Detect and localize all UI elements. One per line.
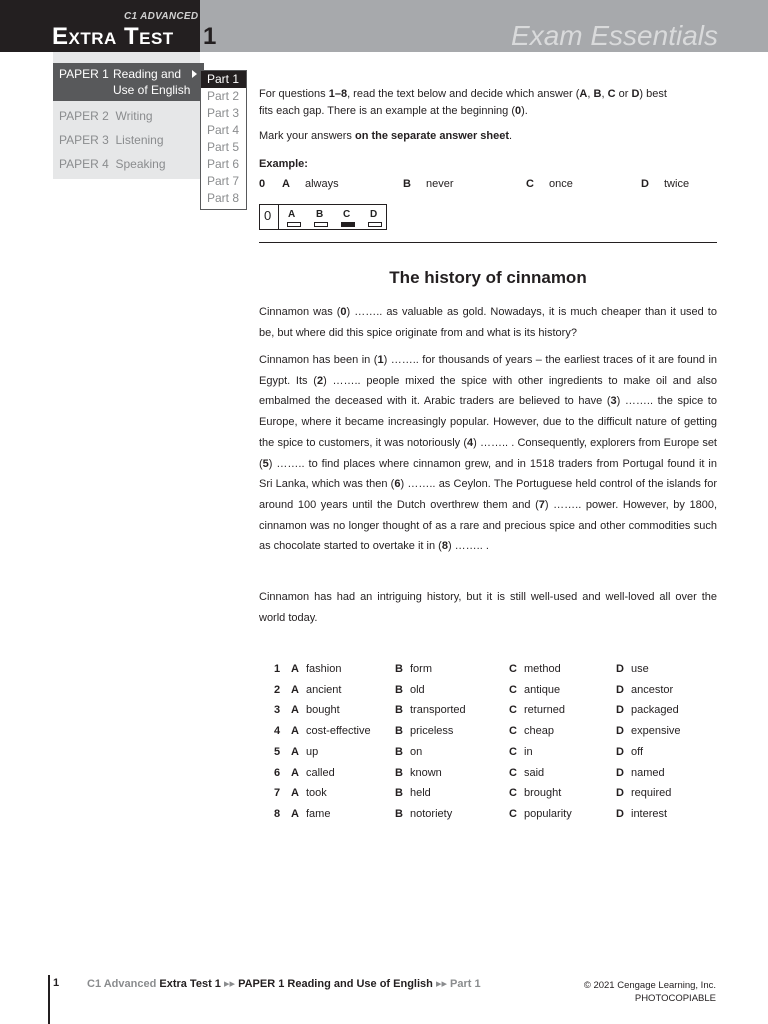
footer-level: C1 Advanced (87, 978, 157, 990)
option-d: named (631, 766, 665, 779)
part-nav-item-3[interactable]: Part 3 (207, 106, 240, 120)
option-letter-b: B (395, 704, 403, 717)
question-number: 2 (274, 683, 281, 696)
example-answer-box (259, 204, 387, 230)
mark-instruction (259, 126, 717, 147)
instr-text: ). (521, 105, 528, 117)
example-label: Example: (259, 158, 308, 170)
page-number: 1 (53, 977, 60, 989)
answer-box-divider (278, 205, 279, 229)
option-a: ancient (306, 683, 342, 696)
question-number: 5 (274, 745, 281, 758)
question-number: 6 (274, 766, 281, 779)
option-c: in (524, 745, 533, 758)
answer-box-letter-b: B (316, 209, 324, 220)
example-option-a: always (305, 178, 339, 190)
answer-box-letter-c: C (343, 209, 351, 220)
option-c: popularity (524, 807, 572, 820)
option-b: held (410, 787, 431, 800)
article-paragraph-3: Cinnamon has had an intriguing history, but it is still well-used and well-loved all over the world today. (259, 591, 717, 624)
instr-zero: 0 (515, 105, 522, 117)
option-letter-a: A (291, 704, 299, 717)
footer-part: Part 1 (450, 978, 481, 990)
option-b: form (410, 663, 432, 675)
option-a: up (306, 745, 319, 758)
option-a: bought (306, 704, 340, 717)
option-b: transported (410, 704, 466, 717)
option-d: ancestor (631, 683, 674, 696)
instr-text: or (615, 88, 632, 100)
example-number: 0 (259, 178, 266, 190)
option-letter-b: B (395, 807, 403, 820)
instructions: For questions 1–8, read the text below and decide which answer (A, B, C or D) best fits each gap. There is an example at the beginning (0). (259, 88, 667, 117)
option-a: took (306, 787, 327, 800)
option-d: expensive (631, 725, 681, 738)
paper-nav-item-1-name: Reading and (113, 67, 182, 81)
option-letter-d: D (616, 683, 624, 696)
option-letter-d: D (616, 807, 624, 820)
part-nav-item-4[interactable]: Part 4 (207, 123, 240, 137)
option-letter-c: C (509, 745, 517, 758)
instr-text: , read the text below and decide which answer ( (347, 88, 580, 100)
paper-nav-item-2[interactable] (59, 109, 153, 123)
option-letter-d: D (616, 766, 624, 779)
example-option-d-letter: D (641, 178, 649, 190)
example-option-c: once (549, 178, 573, 190)
breadcrumb-separator-icon: ▸▸ (435, 978, 447, 990)
answer-box-letter-a: A (288, 209, 296, 220)
question-number: 7 (274, 787, 281, 800)
option-c: brought (524, 787, 562, 800)
mark-text: Mark your answers (259, 130, 355, 142)
part-nav-item-1[interactable]: Part 1 (201, 71, 246, 88)
breadcrumb-separator-icon: ▸▸ (223, 978, 236, 990)
option-letter-a: A (291, 663, 299, 675)
answer-lozenge-d (368, 222, 382, 227)
instr-letter-d: D (631, 88, 640, 100)
chevron-right-icon (192, 70, 197, 78)
question-number: 3 (274, 704, 281, 717)
part-nav-item-7[interactable]: Part 7 (207, 174, 240, 188)
instr-text: fits each gap. There is an example at the beginning ( (259, 105, 516, 117)
paper-nav-item-2-name: Writing (115, 109, 153, 123)
answer-lozenge-b (314, 222, 328, 227)
option-d: required (631, 787, 672, 800)
option-letter-c: C (509, 683, 517, 696)
option-letter-d: D (616, 725, 624, 738)
series-title: Exam Essentials (511, 20, 718, 51)
paper-nav-item-3-num: PAPER 3 (59, 133, 109, 147)
option-letter-c: C (509, 807, 517, 820)
photocopiable-label: PHOTOCOPIABLE (634, 993, 716, 1004)
question-number: 4 (274, 725, 281, 738)
option-letter-a: A (291, 745, 299, 758)
option-letter-a: A (291, 725, 299, 738)
option-letter-b: B (395, 766, 403, 779)
option-a: fame (306, 807, 331, 820)
instr-text: For questions (259, 88, 329, 100)
option-letter-a: A (291, 766, 299, 779)
question-number: 1 (274, 663, 281, 675)
option-letter-d: D (616, 787, 624, 800)
test-title: Extra Test (52, 23, 174, 50)
option-b: priceless (410, 725, 454, 738)
option-b: old (410, 683, 425, 696)
example-option-b: never (426, 178, 454, 190)
option-d: interest (631, 807, 668, 820)
answer-box-number: 0 (264, 208, 272, 223)
option-c: cheap (524, 725, 554, 738)
option-letter-d: D (616, 663, 624, 675)
option-letter-b: B (395, 663, 403, 675)
paper-nav-item-3[interactable] (59, 133, 164, 147)
paper-nav-item-2-num: PAPER 2 (59, 109, 109, 123)
paper-nav-item-1-num: PAPER 1 (59, 67, 109, 81)
option-letter-b: B (395, 787, 403, 800)
part-nav-item-2[interactable]: Part 2 (207, 89, 240, 103)
mark-text: . (509, 130, 513, 142)
option-letter-c: C (509, 725, 517, 738)
answer-lozenge-c-selected (341, 222, 355, 227)
section-divider (259, 242, 717, 243)
option-letter-c: C (509, 787, 517, 800)
option-letter-d: D (616, 745, 624, 758)
test-number: 1 (203, 23, 217, 50)
part-nav-item-6[interactable]: Part 6 (207, 157, 240, 171)
example-option-a-letter: A (282, 178, 290, 190)
option-letter-b: B (395, 683, 403, 696)
instr-text: ) best (639, 88, 667, 100)
footer-test: Extra Test 1 (159, 978, 221, 990)
option-letter-d: D (616, 704, 624, 717)
instr-letter-c: C (607, 88, 616, 100)
paper-nav-item-4[interactable] (59, 157, 166, 171)
part-nav-item-8[interactable]: Part 8 (207, 191, 240, 205)
option-letter-a: A (291, 683, 299, 696)
footer-paper: PAPER 1 Reading and Use of English (238, 978, 433, 990)
option-b: notoriety (410, 807, 453, 820)
option-d: packaged (631, 704, 679, 717)
option-letter-a: A (291, 807, 299, 820)
instr-letter-b: B (593, 88, 602, 100)
option-a: called (306, 766, 335, 779)
option-c: returned (524, 704, 565, 717)
example-option-d: twice (664, 178, 690, 190)
copyright-notice (584, 979, 716, 1005)
question-number: 8 (274, 807, 281, 820)
option-letter-a: A (291, 787, 299, 800)
paper-nav-item-4-name: Speaking (115, 157, 166, 171)
exam-level: C1 ADVANCED (124, 11, 199, 22)
footer-rule (48, 975, 50, 1024)
option-b: known (410, 766, 442, 779)
example-option-b-letter: B (403, 178, 411, 190)
paper-nav-item-1-name-line2: Use of English (113, 83, 191, 97)
answer-lozenge-a (287, 222, 301, 227)
option-c: antique (524, 683, 561, 696)
article-paragraph-1: Cinnamon was (0) …….. as valuable as gold. Nowadays, it is much cheaper than it used to be, but where did this spice originate from and what is its history? (259, 306, 717, 339)
option-d: off (631, 745, 644, 758)
answer-box-letter-d: D (370, 209, 378, 220)
part-nav (200, 70, 247, 210)
option-letter-c: C (509, 704, 517, 717)
footer-breadcrumb (87, 977, 481, 990)
option-b: on (410, 745, 423, 758)
copyright-text: © 2021 Cengage Learning, Inc. (583, 980, 716, 991)
option-c: method (524, 663, 561, 675)
article-title: The history of cinnamon (389, 268, 587, 287)
article-paragraph-2: Cinnamon has been in (1) …….. for thousands of years – the earliest traces of it are found in Egypt. Its (2) …….. people mixed the spice with other ingredients to make oil and also embalmed the deceased with it. Arabic traders are believed to have (3) …….. the spice to Europe, where it became increasingly popular. However, due to the difficult nature of getting the spice to customers, it was notoriously (4) …….. . Consequently, explorers from Europe set (5) …….. to find places where cinnamon grew, and in 1518 traders from Portugal found it in Sri Lanka, which was then (6) …….. as Ceylon. The Portuguese held control of the islands for around 100 years until the Dutch overthrew them and (7) …….. power. However, by 1800, cinnamon was no longer thought of as a rare and precious spice and other commodities such as chocolate started to overtake it in (8) …….. . (259, 354, 718, 553)
part-nav-item-5[interactable]: Part 5 (207, 140, 240, 154)
option-c: said (524, 766, 545, 779)
example-option-c-letter: C (526, 178, 534, 190)
paper-nav-item-3-name: Listening (115, 133, 164, 147)
option-a: cost-effective (306, 725, 371, 738)
option-letter-c: C (509, 766, 517, 779)
option-letter-b: B (395, 725, 403, 738)
option-d: use (631, 663, 649, 675)
option-letter-b: B (395, 745, 403, 758)
instr-letter-a: A (579, 88, 588, 100)
instr-range: 1–8 (328, 88, 348, 100)
mark-text-bold: on the separate answer sheet (354, 130, 510, 142)
paper-nav-item-4-num: PAPER 4 (59, 157, 109, 171)
option-letter-c: C (509, 663, 517, 675)
option-a: fashion (306, 663, 342, 675)
